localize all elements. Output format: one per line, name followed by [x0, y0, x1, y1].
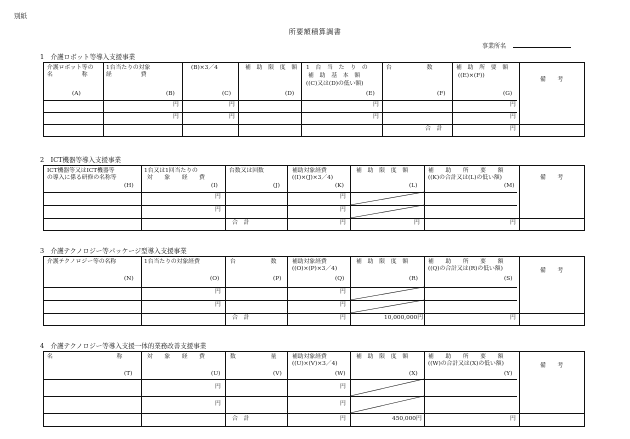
s4-yen: 円: [340, 401, 346, 407]
s2-yen: 円: [215, 207, 221, 213]
s3-col-s-code: (S): [504, 276, 513, 282]
s1-yen: 円: [510, 102, 516, 108]
section4-table: [43, 351, 585, 427]
s4-col-w-label: 補助対象経費: [292, 354, 327, 360]
s3-col-s-label-2: ((Q)の合計又は(R)の低い額): [428, 266, 503, 272]
s1-yen: 円: [373, 102, 379, 108]
s1-col-c-code: (C): [222, 91, 231, 97]
section1-table: [43, 62, 585, 137]
s3-col-n-code: (N): [124, 276, 134, 282]
s2-col-m-label: 補 助 所 要 額: [428, 168, 504, 174]
s1-col-b-label: 1台当たりの対象: [106, 65, 151, 71]
s4-yen: 円: [340, 384, 346, 390]
s2-col-l-label: 補 助 限 度 額: [356, 168, 409, 174]
s1-col-b-code: (B): [166, 91, 175, 97]
s2-limit-yen: 円: [414, 220, 420, 226]
s3-yen: 円: [215, 289, 221, 295]
section2-table: [43, 165, 585, 231]
s4-col-x-code: (X): [409, 371, 418, 377]
s1-col-a-label-2: 名 称: [47, 72, 88, 78]
s3-yen: 円: [215, 302, 221, 308]
s1-total-label: 合 計: [425, 126, 443, 132]
s3-remarks-header: 備 考: [540, 268, 564, 274]
s2-total-yen: 円: [340, 220, 346, 226]
s2-col-k-label: 補助対象経費: [292, 168, 327, 174]
s2-col-m-code: (M): [504, 183, 515, 189]
s2-total-label: 合 計: [232, 220, 250, 226]
s1-col-f-label: 台 数: [386, 65, 433, 71]
s4-col-w-label-2: ((U)×(V)×3／4): [292, 361, 338, 367]
s3-col-o-label: 1台当たりの対象経費: [144, 259, 200, 265]
s4-col-x-label: 補 助 限 度 額: [356, 354, 409, 360]
s2-yen: 円: [340, 194, 346, 200]
s3-col-r-code: (R): [409, 276, 418, 282]
s2-col-i-label-2: 対 象 経 費: [147, 175, 205, 181]
section4-title: 4 介護テクノロジー等導入支援一体的業務改善支援事業: [40, 342, 207, 350]
s1-yen: 円: [173, 102, 179, 108]
s3-col-q-code: (Q): [335, 276, 345, 282]
s2-required-yen: 円: [510, 220, 516, 226]
s2-col-j-label: 台数又は回数: [229, 168, 264, 174]
s1-col-e-label-2: 補 助 基 本 額: [308, 73, 361, 79]
s4-col-t-code: (T): [124, 371, 133, 377]
s1-col-b-label-2: 経 費: [106, 72, 147, 78]
section3-title: 3 介護テクノロジー等パッケージ型導入支援事業: [40, 247, 187, 255]
s4-col-y-label: 補 助 所 要 額: [428, 354, 504, 360]
s1-col-g-label: 補 助 所 要 額: [456, 65, 509, 71]
s4-required-yen: 円: [510, 416, 516, 422]
s1-col-e-code: (E): [366, 91, 375, 97]
s1-col-a-code: (A): [72, 91, 81, 97]
s2-remarks-header: 備 考: [540, 175, 564, 181]
s1-col-e-label-3: ((C)又は(D)の低い額): [306, 81, 364, 87]
section3-table: [43, 256, 585, 326]
s3-col-s-label: 補 助 所 要 額: [428, 259, 504, 265]
s2-yen: 円: [340, 207, 346, 213]
s1-yen: 円: [229, 102, 235, 108]
s2-col-h-label-2: の導入に係る研修の名称等: [47, 175, 117, 181]
s1-remarks-header: 備 考: [540, 77, 564, 83]
s4-limit-diagonals: [350, 379, 424, 413]
s1-col-d-label: 補 助 限 度 額: [245, 65, 298, 71]
s2-col-i-code: (I): [211, 183, 218, 189]
s3-yen: 円: [340, 302, 346, 308]
s1-yen: 円: [373, 114, 379, 120]
s1-yen: 円: [229, 114, 235, 120]
s2-col-h-code: (H): [124, 183, 134, 189]
s3-col-p-code: (P): [273, 276, 282, 282]
s4-remarks-header: 備 考: [540, 363, 564, 369]
s3-col-q-label-2: ((O)×(P)×3／4): [292, 266, 338, 272]
s1-col-g-label-2: ((E)×(F)): [458, 73, 485, 79]
s3-yen: 円: [340, 289, 346, 295]
s2-col-j-code: (J): [273, 183, 280, 189]
s4-col-y-code: (Y): [504, 371, 513, 377]
document-label: 別紙: [14, 12, 27, 20]
s1-yen: 円: [510, 114, 516, 120]
s1-col-f-code: (F): [437, 91, 446, 97]
s4-col-v-code: (V): [273, 371, 282, 377]
office-name-label: 事業所名: [482, 43, 507, 50]
s2-col-k-label-2: ((I)×(J)×3／4): [292, 175, 334, 181]
s4-col-u-label: 対 象 経 費: [147, 354, 205, 360]
s2-col-l-code: (L): [409, 183, 418, 189]
s4-col-t-label: 名 称: [47, 354, 123, 360]
s4-col-v-label: 数 量: [230, 354, 277, 360]
s3-required-yen: 円: [510, 315, 516, 321]
s3-col-n-label: 介護テクノロジー等の名称: [47, 259, 117, 265]
s1-col-d-code: (D): [285, 91, 295, 97]
s3-total-label: 合 計: [232, 315, 250, 321]
section1-title: 1 介護ロボット等導入支援事業: [40, 53, 136, 61]
s3-col-o-code: (O): [210, 276, 220, 282]
s4-col-u-code: (U): [211, 371, 221, 377]
s4-total-yen: 円: [340, 416, 346, 422]
s3-limit-amount: 10,000,000円: [384, 315, 423, 321]
s1-col-e-label: 1 台 当 た り の: [306, 65, 368, 71]
s1-col-c-label: (B)×3／4: [191, 65, 218, 71]
document-title: 所要額積算調書: [288, 28, 342, 36]
s4-limit-amount: 450,000円: [392, 416, 422, 422]
s4-yen: 円: [215, 401, 221, 407]
s3-col-r-label: 補 助 限 度 額: [356, 259, 409, 265]
s2-limit-diagonals: [350, 192, 424, 218]
s4-col-w-code: (W): [335, 371, 346, 377]
s2-col-h-label: ICT機器等又はICT機器等: [47, 168, 115, 174]
s4-yen: 円: [215, 384, 221, 390]
s2-col-m-label-2: ((K)の合計又は(L)の低い額): [428, 175, 502, 181]
office-name-field[interactable]: [513, 47, 571, 48]
s2-col-i-label: 1台又は1回当たりの: [144, 168, 198, 174]
s4-col-y-label-2: ((W)の合計又は(X)の低い額): [428, 361, 504, 367]
s3-col-p-label: 台 数: [230, 259, 277, 265]
s1-total-yen: 円: [510, 126, 516, 132]
s1-yen: 円: [173, 114, 179, 120]
s3-col-q-label: 補助対象経費: [292, 259, 327, 265]
s1-col-g-code: (G): [503, 91, 513, 97]
section2-title: 2 ICT機器等導入支援事業: [40, 156, 122, 164]
s1-col-a-label: 介護ロボット等の: [47, 65, 94, 71]
s3-total-yen: 円: [340, 315, 346, 321]
s2-yen: 円: [215, 194, 221, 200]
s4-total-label: 合 計: [232, 416, 250, 422]
s2-col-k-code: (K): [335, 183, 344, 189]
s3-limit-diagonals: [350, 287, 424, 313]
